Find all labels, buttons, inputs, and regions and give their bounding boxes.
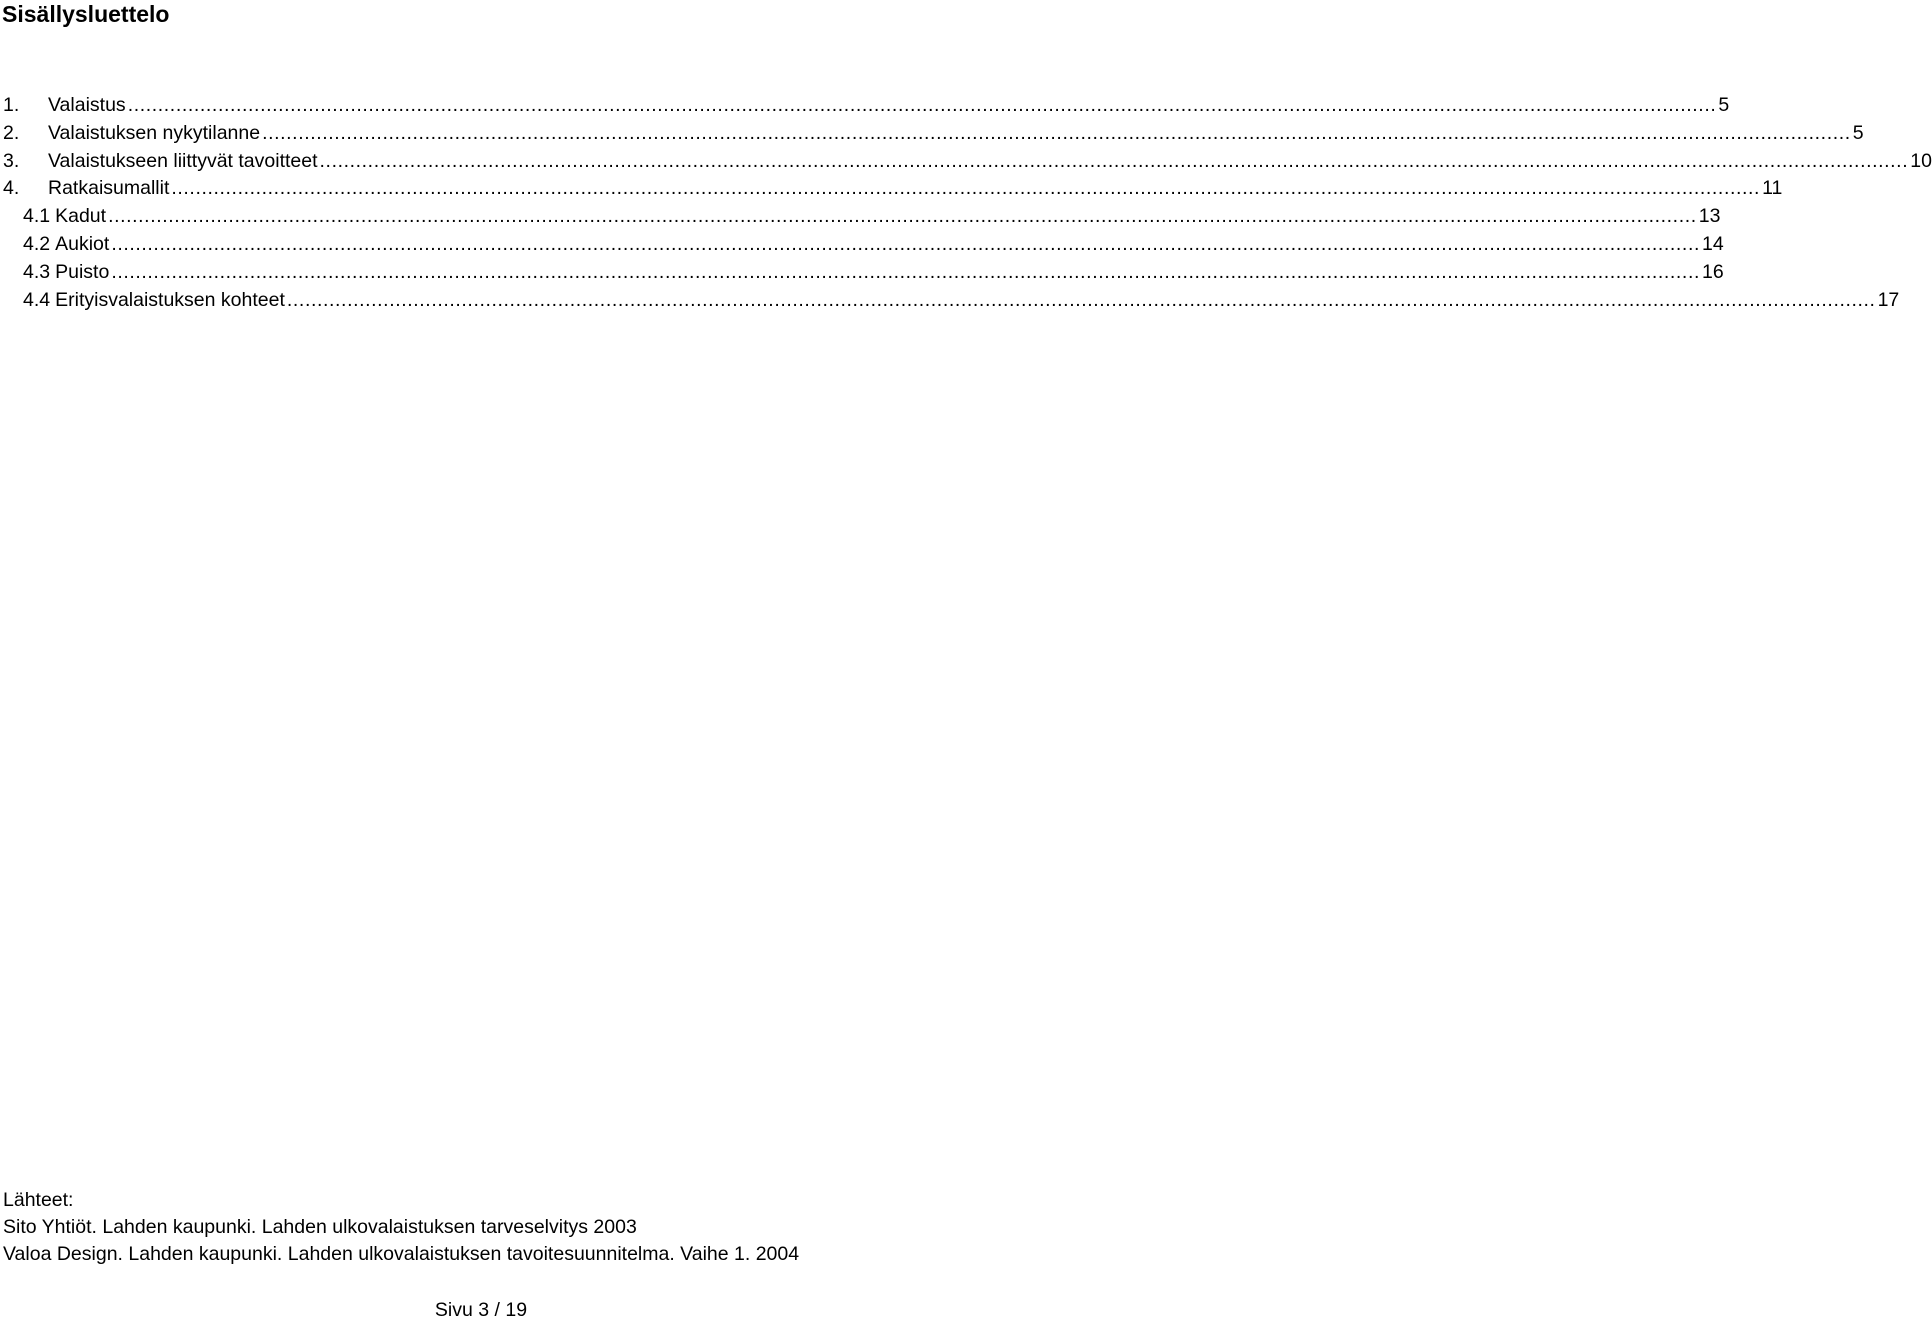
toc-entry-4-4[interactable]	[0, 287, 1900, 315]
toc-entry-4-3[interactable]	[0, 259, 1724, 287]
toc-leader-dots	[320, 148, 1909, 176]
page-number-footer: Sivu 3 / 19	[434, 1299, 528, 1321]
toc-entry-title: Puisto	[55, 260, 110, 283]
toc-entry-title: Aukiot	[55, 232, 110, 255]
toc-entry-4[interactable]	[0, 175, 1783, 203]
toc-entry-number: 2.	[3, 121, 20, 144]
toc-leader-dots	[287, 287, 1876, 315]
toc-entry-number: 4.2	[23, 232, 51, 255]
page-title: Sisällysluettelo	[2, 1, 170, 27]
toc-entry-page: 16	[1702, 260, 1724, 283]
sources-section	[3, 1187, 799, 1268]
toc-entry-4-2[interactable]	[0, 231, 1724, 259]
toc-entry-page: 5	[1718, 94, 1730, 116]
toc-entry-number: 4.3	[23, 260, 51, 283]
toc-entry-title: Kadut	[55, 205, 107, 228]
toc-entry-page: 5	[1852, 121, 1864, 144]
source-item: Sito Yhtiöt. Lahden kaupunki. Lahden ulkovalaistuksen tarveselvitys 2003	[3, 1216, 637, 1238]
source-item: Valoa Design. Lahden kaupunki. Lahden ulkovalaistuksen tavoitesuunnitelma. Vaihe 1. 2004	[3, 1243, 800, 1265]
toc-leader-dots	[171, 175, 1760, 203]
table-of-contents	[0, 92, 1932, 314]
toc-entry-number: 1.	[3, 94, 20, 116]
sources-heading: Lähteet:	[3, 1189, 74, 1211]
toc-leader-dots	[108, 203, 1697, 231]
toc-entry-page: 10	[1910, 149, 1932, 172]
toc-leader-dots	[111, 259, 1700, 287]
toc-entry-4-1[interactable]	[0, 203, 1721, 231]
toc-entry-number: 4.	[3, 177, 20, 200]
toc-entry-2[interactable]	[0, 120, 1864, 148]
toc-entry-title: Valaistus	[48, 94, 126, 116]
toc-entry-title: Valaistuksen nykytilanne	[48, 121, 261, 144]
toc-entry-title: Valaistukseen liittyvät tavoitteet	[48, 149, 318, 172]
toc-entry-page: 14	[1702, 232, 1724, 255]
toc-entry-title: Erityisvalaistuksen kohteet	[55, 288, 285, 311]
toc-leader-dots	[111, 231, 1700, 259]
toc-entry-number: 4.1	[23, 205, 51, 228]
toc-entry-title: Ratkaisumallit	[48, 177, 170, 200]
toc-entry-1[interactable]	[0, 92, 1730, 120]
toc-entry-page: 17	[1877, 288, 1900, 311]
toc-entry-number: 3.	[3, 149, 20, 172]
toc-entry-page: 11	[1762, 177, 1783, 200]
toc-entry-page: 13	[1698, 205, 1721, 228]
toc-entry-3[interactable]	[0, 148, 1932, 176]
toc-entry-number: 4.4	[23, 288, 51, 311]
toc-leader-dots	[262, 120, 1851, 148]
toc-leader-dots	[128, 92, 1717, 120]
